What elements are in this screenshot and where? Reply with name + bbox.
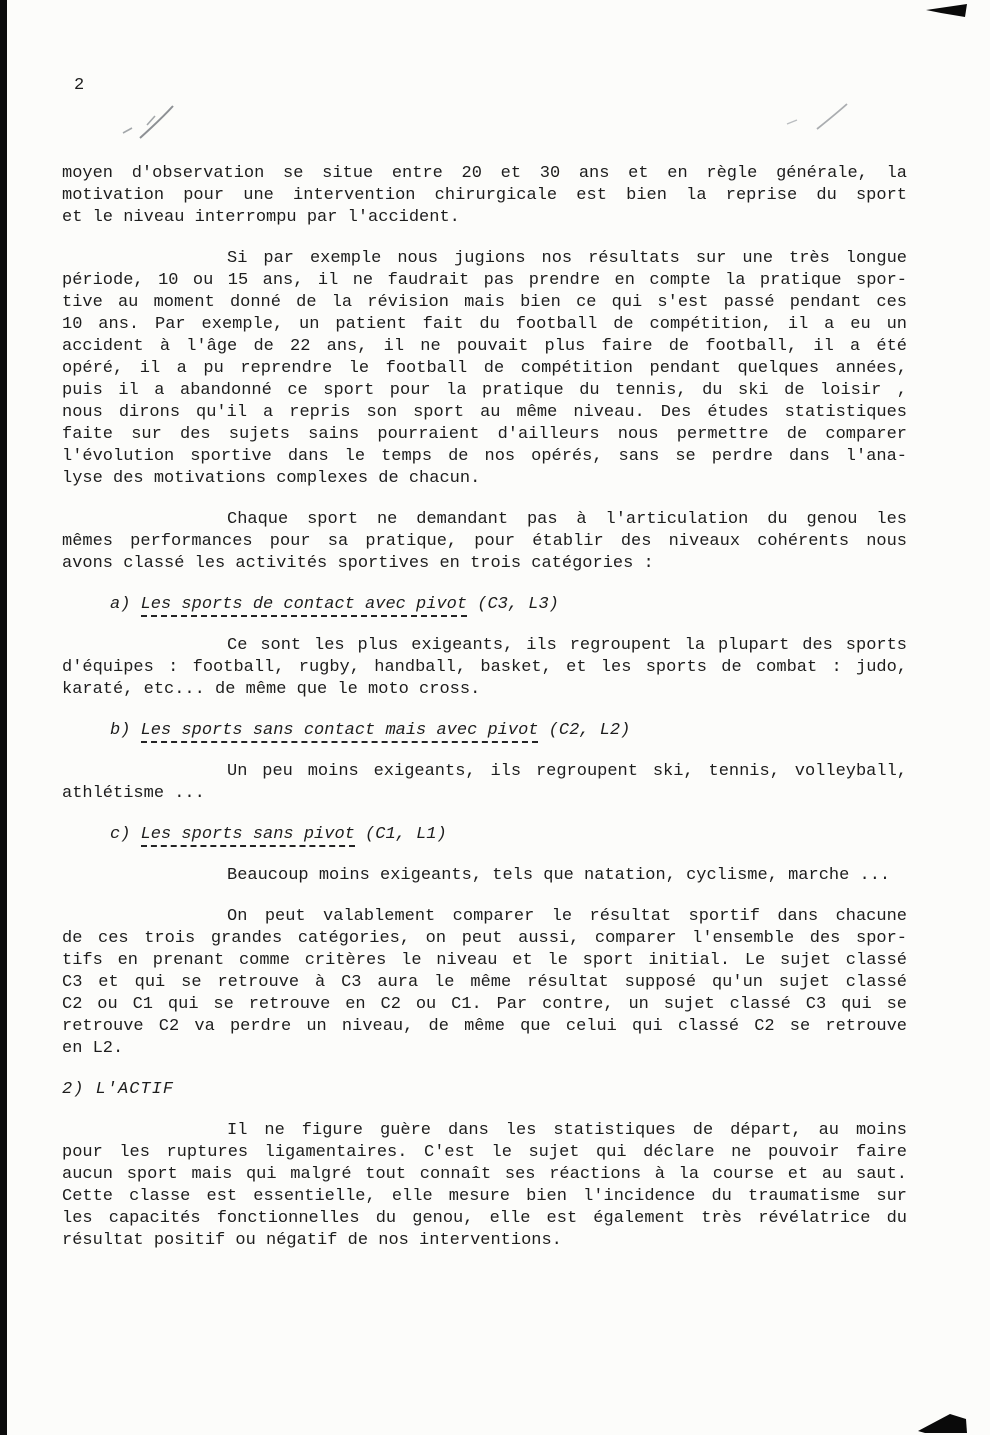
- text-line: athlétisme ...: [62, 784, 205, 803]
- text-line: l'évolution sportive dans le temps de nos opérés, sans se perdre dans l'ana-: [62, 447, 907, 466]
- text-line: Beaucoup moins exigeants, tels que natation, cyclisme, marche ...: [227, 866, 891, 885]
- heading-prefix: c): [110, 825, 141, 844]
- text-line: On peut valablement comparer le résultat sportif dans chacune: [227, 907, 907, 926]
- text-line: opéré, il a pu reprendre le football de compétition pendant quelques années,: [62, 359, 907, 378]
- text-line: d'équipes : football, rugby, handball, basket, et les sports de combat : judo,: [62, 658, 907, 677]
- text-line: Cette classe est essentielle, elle mesure bien l'incidence du traumatisme sur: [62, 1187, 907, 1206]
- text-line: nous dirons qu'il a repris son sport au même niveau. Des études statistiques: [62, 403, 907, 422]
- text-line: puis il a abandonné ce sport pour la pratique du tennis, du ski de loisir ,: [62, 381, 907, 400]
- pen-mark-right: [787, 104, 847, 129]
- scan-edge-artifact: [0, 0, 7, 1435]
- category-heading: [62, 720, 907, 742]
- heading-underlined-text: Les sports sans contact mais avec pivot: [141, 721, 539, 743]
- paragraph: [62, 509, 907, 575]
- category-heading: [62, 824, 907, 846]
- text-line: en L2.: [62, 1039, 124, 1058]
- text-line: retrouve C2 va perdre un niveau, de même que celui qui classé C2 se retrouve: [62, 1017, 907, 1036]
- text-line: faite sur des sujets sains pourraient d'ailleurs nous permettre de comparer: [62, 425, 907, 444]
- text-line: période, 10 ou 15 ans, il ne faudrait pas prendre en compte la pratique spor-: [62, 271, 907, 290]
- paragraph: [62, 906, 907, 1060]
- heading-suffix: (C1, L1): [354, 825, 447, 844]
- scan-corner-mark-bottom-right: [918, 1414, 967, 1433]
- heading-suffix: (C2, L2): [538, 721, 631, 740]
- text-line: motivation pour une intervention chirurgicale est bien la reprise du sport: [62, 186, 907, 205]
- text-line: Un peu moins exigeants, ils regroupent ski, tennis, volleyball,: [227, 762, 907, 781]
- text-line: tive au moment donné de la révision mais bien ce qui s'est passé pendant ces: [62, 293, 907, 312]
- heading-suffix: (C3, L3): [467, 595, 559, 614]
- paragraph: [62, 248, 907, 490]
- scan-corner-mark-top-right: [926, 4, 967, 17]
- section-heading: 2) L'ACTIF: [62, 1080, 175, 1099]
- text-line: tifs en prenant comme critères le niveau et le sport initial. Le sujet classé: [62, 951, 907, 970]
- paragraph: [62, 1120, 907, 1252]
- text-line: avons classé les activités sportives en trois catégories :: [62, 554, 654, 573]
- paragraph: [62, 163, 907, 229]
- text-line: accident à l'âge de 22 ans, il ne pouvait plus faire de football, il a été: [62, 337, 907, 356]
- text-line: Il ne figure guère dans les statistiques de départ, au moins: [227, 1121, 907, 1140]
- text-line: Si par exemple nous jugions nos résultats sur une très longue: [227, 249, 907, 268]
- category-heading: [62, 594, 907, 616]
- document-body: [62, 163, 907, 1271]
- text-line: moyen d'observation se situe entre 20 et 30 ans et en règle générale, la: [62, 164, 907, 183]
- paragraph: [62, 865, 907, 887]
- heading-underlined-text: Les sports sans pivot: [141, 825, 355, 847]
- paragraph: [62, 761, 907, 805]
- heading-prefix: b): [110, 721, 141, 740]
- page-number: 2: [74, 76, 85, 95]
- text-line: C2 ou C1 qui se retrouve en C2 ou C1. Par contre, un sujet classé C3 qui se: [62, 995, 907, 1014]
- text-line: de ces trois grandes catégories, on peut aussi, comparer l'ensemble des spor-: [62, 929, 907, 948]
- pen-mark-left: [123, 106, 173, 138]
- heading-prefix: a): [110, 595, 141, 614]
- text-line: 10 ans. Par exemple, un patient fait du football de compétition, il a eu un: [62, 315, 907, 334]
- text-line: pour les ruptures ligamentaires. C'est le sujet qui déclare ne pouvoir faire: [62, 1143, 907, 1162]
- text-line: résultat positif ou négatif de nos interventions.: [62, 1231, 562, 1250]
- text-line: aucun sport mais qui malgré tout connaît ses réactions à la course et au saut.: [62, 1165, 907, 1184]
- text-line: Ce sont les plus exigeants, ils regroupent la plupart des sports: [227, 636, 907, 655]
- text-line: et le niveau interrompu par l'accident.: [62, 208, 460, 227]
- text-line: les capacités fonctionnelles du genou, elle est également très révélatrice du: [62, 1209, 907, 1228]
- text-line: lyse des motivations complexes de chacun.: [62, 469, 481, 488]
- heading-underlined-text: Les sports de contact avec pivot: [141, 595, 467, 617]
- paragraph: [62, 635, 907, 701]
- text-line: Chaque sport ne demandant pas à l'articulation du genou les: [227, 510, 907, 529]
- text-line: mêmes performances pour sa pratique, pour établir des niveaux cohérents nous: [62, 532, 907, 551]
- text-line: karaté, etc... de même que le moto cross.: [62, 680, 481, 699]
- text-line: C3 et qui se retrouve à C3 aura le même résultat supposé qu'un sujet classé: [62, 973, 907, 992]
